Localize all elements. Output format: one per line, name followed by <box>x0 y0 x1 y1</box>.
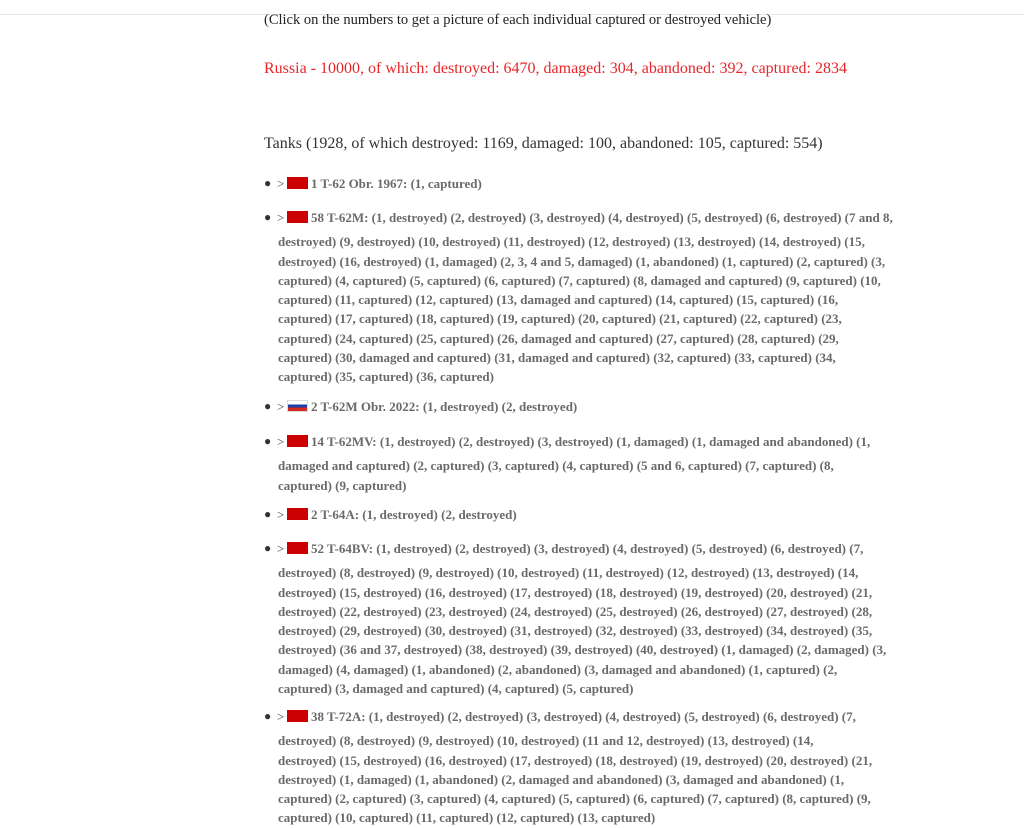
expand-arrow-icon[interactable]: > <box>277 210 285 225</box>
list-item[interactable] <box>264 397 944 416</box>
bullet-icon: ● <box>264 176 272 190</box>
list-item[interactable] <box>264 707 944 828</box>
entry-line[interactable]: destroyed) (15, destroyed) (16, destroyed) (17, destroyed) (18, destroyed) (19, destroyed) (20, destroyed) (21, <box>278 584 873 600</box>
bullet-icon: ● <box>264 507 272 521</box>
entry-line[interactable]: 1 T-62 Obr. 1967: (1, captured) <box>264 174 944 193</box>
entry-line[interactable]: captured) (24, captured) (25, captured) (26, damaged and captured) (27, captured) (28, captured) (29, <box>278 330 839 346</box>
entry-line[interactable]: destroyed) (36 and 37, destroyed) (38, destroyed) (39, destroyed) (40, destroyed) (1, damaged) (2, damaged) (3, <box>278 642 887 658</box>
entry-line[interactable]: 58 T-62M: (1, destroyed) (2, destroyed) (3, destroyed) (4, destroyed) (5, destroyed) (6, destroyed) (7 and 8, <box>264 208 944 227</box>
entry-line[interactable]: destroyed) (22, destroyed) (23, destroyed) (24, destroyed) (25, destroyed) (26, destroyed) (27, destroyed) (28, <box>278 603 873 619</box>
entry-line[interactable]: captured) (9, captured) <box>278 477 407 493</box>
entry-line[interactable]: 38 T-72A: (1, destroyed) (2, destroyed) (3, destroyed) (4, destroyed) (5, destroyed) (6, destroyed) (7, <box>264 707 944 726</box>
bullet-icon: ● <box>264 709 272 723</box>
list-item[interactable] <box>264 174 944 193</box>
entry-line[interactable]: 52 T-64BV: (1, destroyed) (2, destroyed) (3, destroyed) (4, destroyed) (5, destroyed) (6, destroyed) (7, <box>264 539 944 558</box>
expand-arrow-icon[interactable]: > <box>277 507 285 522</box>
entry-line[interactable]: destroyed) (1, damaged) (1, abandoned) (2, damaged and abandoned) (3, damaged and abandoned) (1, <box>278 771 845 787</box>
bullet-icon: ● <box>264 399 272 413</box>
russia-summary: Russia - 10000, of which: destroyed: 6470, damaged: 304, abandoned: 392, captured: 2834 <box>264 60 847 77</box>
ussr-flag-icon <box>287 177 308 189</box>
expand-arrow-icon[interactable]: > <box>277 176 285 191</box>
expand-arrow-icon[interactable]: > <box>277 709 285 724</box>
entry-line[interactable]: captured) (35, captured) (36, captured) <box>278 369 494 385</box>
entry-line[interactable]: captured) (2, captured) (3, captured) (4, captured) (5, captured) (6, captured) (7, captured) (8, captured) (9, <box>278 791 871 807</box>
list-item[interactable] <box>264 505 944 524</box>
list-item[interactable] <box>264 539 944 698</box>
entry-line[interactable]: destroyed) (15, destroyed) (16, destroyed) (17, destroyed) (18, destroyed) (19, destroyed) (20, destroyed) (21, <box>278 752 873 768</box>
entry-line[interactable]: captured) (30, damaged and captured) (31, damaged and captured) (32, captured) (33, captured) (34, <box>278 350 836 366</box>
tanks-summary: Tanks (1928, of which destroyed: 1169, damaged: 100, abandoned: 105, captured: 554) <box>264 135 823 152</box>
entry-line[interactable]: captured) (17, captured) (18, captured) (19, captured) (20, captured) (21, captured) (22, captured) (23, <box>278 311 842 327</box>
ussr-flag-icon <box>287 710 308 722</box>
entry-line[interactable]: destroyed) (8, destroyed) (9, destroyed) (10, destroyed) (11 and 12, destroyed) (13, destroyed) (14, <box>278 733 814 749</box>
ussr-flag-icon <box>287 435 308 447</box>
ussr-flag-icon <box>287 508 308 520</box>
entry-line[interactable]: 2 T-62M Obr. 2022: (1, destroyed) (2, destroyed) <box>264 397 944 416</box>
entry-line[interactable]: captured) (10, captured) (11, captured) (12, captured) (13, captured) <box>278 810 656 826</box>
entry-line[interactable]: captured) (11, captured) (12, captured) (13, damaged and captured) (14, captured) (15, captured) (16, <box>278 292 839 308</box>
list-item[interactable] <box>264 432 944 495</box>
entry-line[interactable]: 2 T-64A: (1, destroyed) (2, destroyed) <box>264 505 944 524</box>
entry-line[interactable]: 14 T-62MV: (1, destroyed) (2, destroyed) (3, destroyed) (1, damaged) (1, damaged and abandoned) (1, <box>264 432 944 451</box>
entry-line[interactable]: captured) (4, captured) (5, captured) (6, captured) (7, captured) (8, damaged and captured) (9, captured) (10, <box>278 272 881 288</box>
entry-line[interactable]: destroyed) (16, destroyed) (1, damaged) (2, 3, 4 and 5, damaged) (1, abandoned) (1, captured) (2, captured) (3, <box>278 253 886 269</box>
expand-arrow-icon[interactable]: > <box>277 541 285 556</box>
ussr-flag-icon <box>287 542 308 554</box>
ussr-flag-icon <box>287 211 308 223</box>
entry-line[interactable]: captured) (3, damaged and captured) (4, captured) (5, captured) <box>278 681 634 697</box>
entry-line[interactable]: destroyed) (29, destroyed) (30, destroyed) (31, destroyed) (32, destroyed) (33, destroyed) (34, destroyed) (35, <box>278 623 873 639</box>
intro-note: (Click on the numbers to get a picture of each individual captured or destroyed vehicle) <box>264 12 772 28</box>
bullet-icon: ● <box>264 210 272 224</box>
entry-line[interactable]: damaged and captured) (2, captured) (3, captured) (4, captured) (5 and 6, captured) (7, captured) (8, <box>278 458 834 474</box>
entry-line[interactable]: destroyed) (9, destroyed) (10, destroyed) (11, destroyed) (12, destroyed) (13, destroyed) (14, destroyed) (15, <box>278 234 865 250</box>
expand-arrow-icon[interactable]: > <box>277 434 285 449</box>
entry-line[interactable]: damaged) (4, damaged) (1, abandoned) (2, abandoned) (3, damaged and abandoned) (1, captured) (2, <box>278 661 838 677</box>
bullet-icon: ● <box>264 434 272 448</box>
entry-line[interactable]: destroyed) (8, destroyed) (9, destroyed) (10, destroyed) (11, destroyed) (12, destroyed) (13, destroyed) (14, <box>278 565 859 581</box>
expand-arrow-icon[interactable]: > <box>277 399 285 414</box>
list-item[interactable] <box>264 208 944 387</box>
bullet-icon: ● <box>264 541 272 555</box>
russia-flag-icon <box>287 400 308 412</box>
